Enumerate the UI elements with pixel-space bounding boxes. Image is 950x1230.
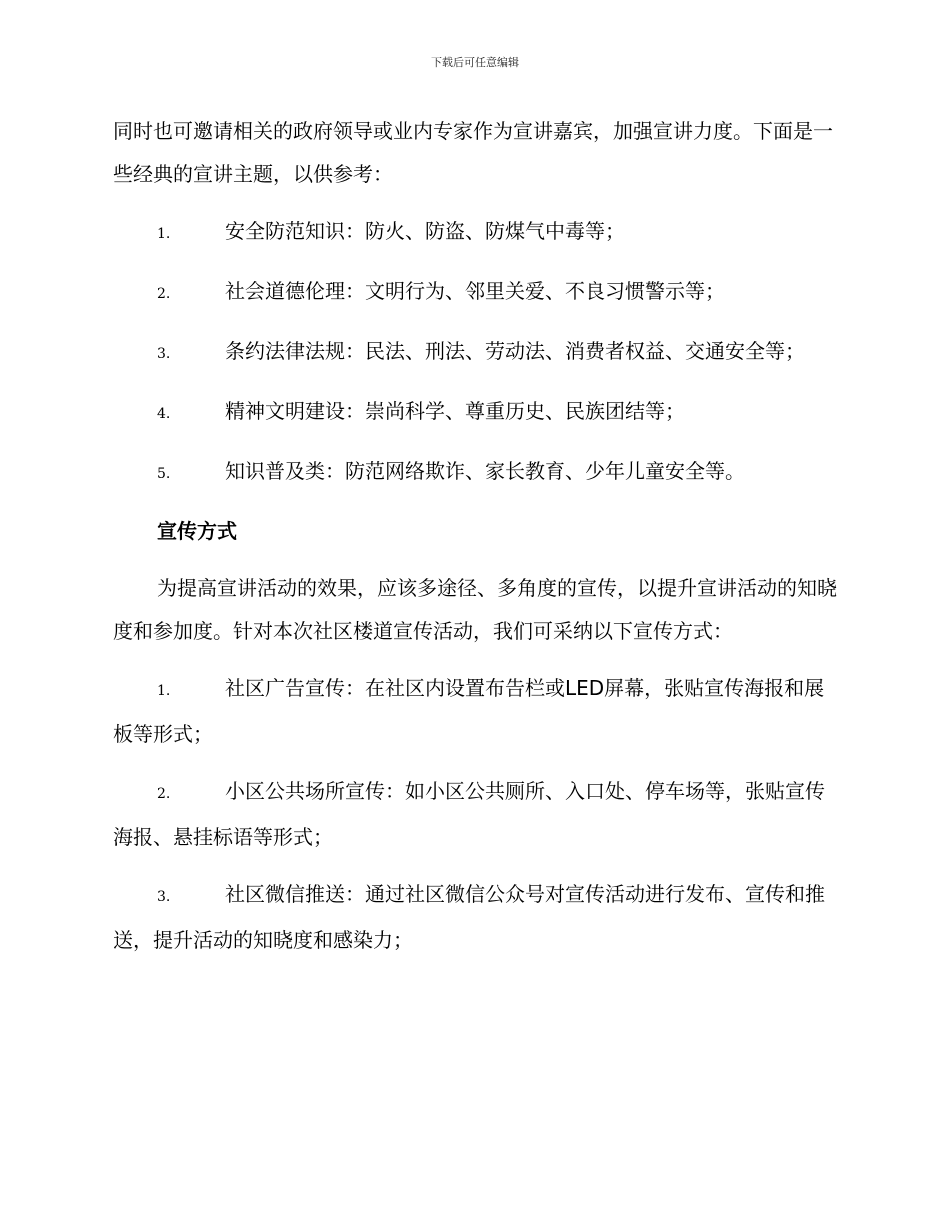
list-text: 条约法律法规：民法、刑法、劳动法、消费者权益、交通安全等； <box>225 339 805 363</box>
list-text: 社区广告宣传：在社区内设置布告栏或LED屏幕，张贴宣传海报和展板等形式； <box>113 676 825 746</box>
list-text: 社会道德伦理：文明行为、邻里关爱、不良习惯警示等； <box>225 279 725 303</box>
document-body <box>113 110 843 976</box>
list-number: 3. <box>157 346 171 362</box>
list-number: 3. <box>157 889 171 905</box>
list-item <box>113 450 843 496</box>
list-number: 2. <box>157 786 171 802</box>
list-text: 知识普及类：防范网络欺诈、家长教育、少年儿童安全等。 <box>225 459 745 483</box>
intro-paragraph: 同时也可邀请相关的政府领导或业内专家作为宣讲嘉宾，加强宣讲力度。下面是一些经典的宣讲主题，以供参考： <box>113 119 833 186</box>
list-text: 社区微信推送：通过社区微信公众号对宣传活动进行发布、宣传和推送，提升活动的知晓度和感染力； <box>113 882 825 952</box>
page-header: 下载后可任意编辑 <box>431 56 519 69</box>
list-item <box>113 667 843 756</box>
list-text: 精神文明建设：崇尚科学、尊重历史、民族团结等； <box>225 399 685 423</box>
list-item <box>113 873 843 962</box>
list-item <box>113 770 843 859</box>
list-item <box>113 390 843 436</box>
method-list <box>113 667 843 962</box>
list-number: 4. <box>157 406 171 422</box>
list-item <box>113 330 843 376</box>
list-number: 1. <box>157 683 171 699</box>
section-heading: 宣传方式 <box>157 519 237 543</box>
list-number: 5. <box>157 466 171 482</box>
list-text: 安全防范知识：防火、防盗、防煤气中毒等； <box>225 219 625 243</box>
list-item <box>113 210 843 256</box>
list-number: 1. <box>157 226 171 242</box>
list-number: 2. <box>157 286 171 302</box>
list-item <box>113 270 843 316</box>
list-text: 小区公共场所宣传：如小区公共厕所、入口处、停车场等，张贴宣传海报、悬挂标语等形式； <box>113 779 825 849</box>
topic-list <box>113 210 843 496</box>
section-intro-paragraph: 为提高宣讲活动的效果，应该多途径、多角度的宣传，以提升宣讲活动的知晓度和参加度。针对本次社区楼道宣传活动，我们可采纳以下宣传方式： <box>113 576 837 643</box>
